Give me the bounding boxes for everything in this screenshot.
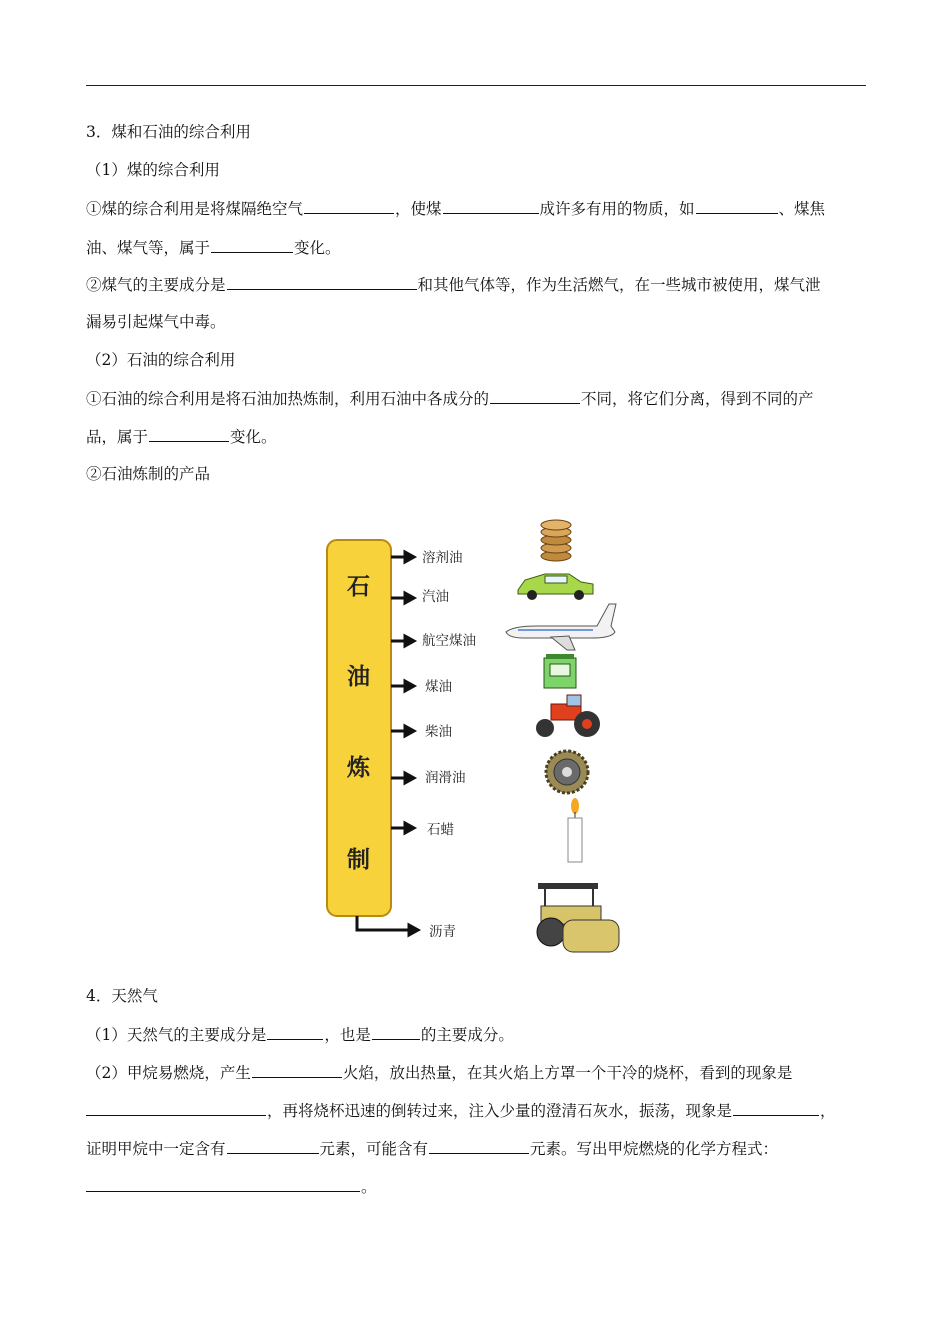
tractor-icon [536, 695, 600, 737]
gear-icon [546, 751, 588, 793]
blank-field[interactable] [252, 1061, 342, 1078]
oil-line-1: ①石油的综合利用是将石油加热炼制，利用石油中各成分的 不同，将它们分离，得到不同的产 [86, 387, 814, 410]
gas-q2-line-2: ，再将烧杯迅速的倒转过来，注入少量的澄清石灰水，振荡，现象是 ， [86, 1099, 836, 1122]
blank-field[interactable] [733, 1099, 819, 1116]
blank-field[interactable] [86, 1099, 266, 1116]
blank-field[interactable] [227, 273, 417, 290]
oil-heading: （2）石油的综合利用 [86, 351, 236, 369]
pillar-char: 石 [347, 574, 370, 600]
road-roller-icon [537, 883, 619, 952]
oil-line-2: 品，属于 变化。 [86, 425, 277, 448]
gas-q1: （1）天然气的主要成分是 ，也是 的主要成分。 [86, 1023, 514, 1046]
blank-field[interactable] [696, 197, 778, 214]
coal-line-1: ①煤的综合利用是将煤隔绝空气 ，使煤 成许多有用的物质，如 、煤焦 [86, 197, 825, 220]
blank-field[interactable] [211, 236, 293, 253]
product-label: 煤油 [425, 679, 452, 695]
coal-gas-line-2: 漏易引起煤气中毒。 [86, 313, 226, 331]
product-label: 汽油 [422, 589, 449, 605]
gas-q2-line-4: 。 [86, 1175, 377, 1198]
blank-field[interactable] [304, 197, 394, 214]
coal-heading: （1）煤的综合利用 [86, 161, 220, 179]
oil-products-heading: ②石油炼制的产品 [86, 465, 211, 483]
product-label: 溶剂油 [422, 550, 463, 566]
coal-line-2: 油、煤气等，属于 变化。 [86, 236, 341, 259]
candle-icon [568, 798, 582, 862]
product-label: 柴油 [425, 724, 452, 740]
blank-field[interactable] [372, 1023, 420, 1040]
product-label: 航空煤油 [422, 633, 476, 649]
pillar-char: 油 [347, 664, 370, 690]
stove-icon [544, 654, 576, 688]
pillar-char: 炼 [347, 755, 370, 781]
product-label: 石蜡 [427, 822, 454, 838]
product-label: 沥青 [429, 924, 456, 940]
header-rule [86, 85, 866, 86]
petroleum-refining-figure [313, 508, 643, 964]
car-icon [518, 574, 593, 600]
product-label: 润滑油 [425, 770, 466, 786]
section-3-title: 3．煤和石油的综合利用 [86, 123, 251, 141]
blank-field[interactable] [267, 1023, 323, 1040]
pillar-char: 制 [347, 847, 370, 873]
blank-field[interactable] [149, 425, 229, 442]
gas-q2-line-3: 证明甲烷中一定含有 元素，可能含有 元素。写出甲烷燃烧的化学方程式： [86, 1137, 778, 1160]
coins-icon [541, 520, 571, 561]
blank-field[interactable] [227, 1137, 319, 1154]
blank-field[interactable] [86, 1175, 360, 1192]
blank-field[interactable] [443, 197, 539, 214]
section-4-title: 4．天然气 [86, 987, 158, 1005]
blank-field[interactable] [490, 387, 580, 404]
blank-field[interactable] [429, 1137, 529, 1154]
airplane-icon [506, 604, 616, 650]
coal-gas-line-1: ②煤气的主要成分是 和其他气体等，作为生活燃气，在一些城市被使用，煤气泄 [86, 273, 821, 296]
gas-q2-line-1: （2）甲烷易燃烧，产生 火焰，放出热量，在其火焰上方罩一个干冷的烧杯，看到的现象是 [86, 1061, 792, 1084]
